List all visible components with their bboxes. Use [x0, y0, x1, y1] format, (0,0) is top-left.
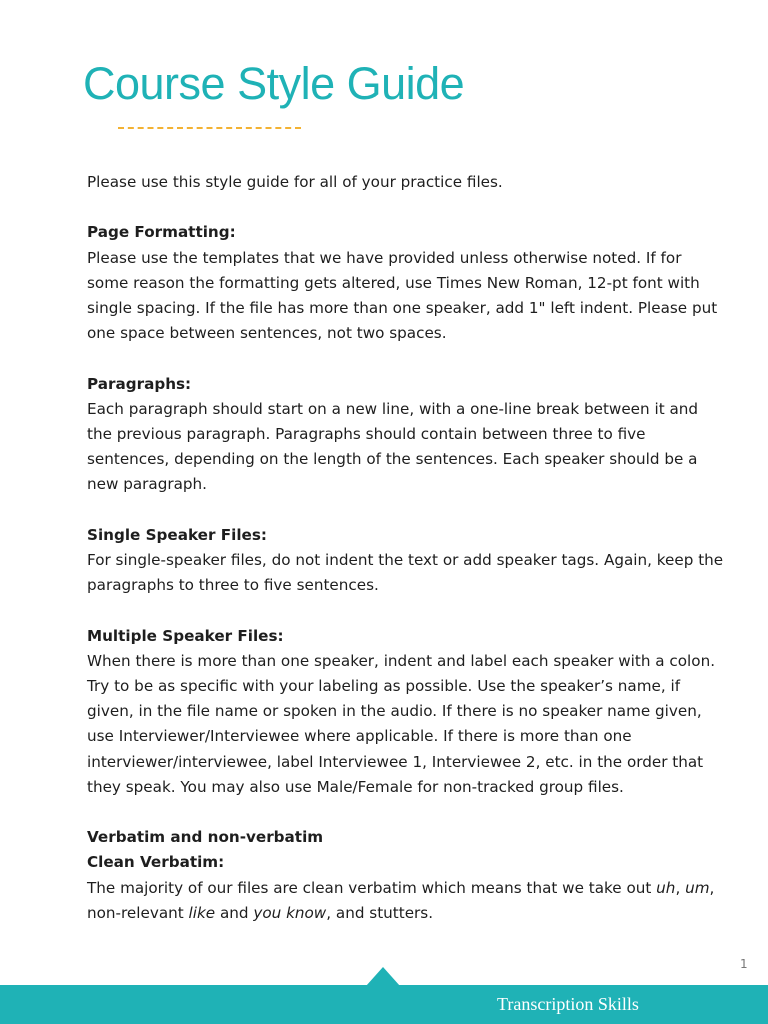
section-heading-multiple-speaker: Multiple Speaker Files:: [87, 626, 284, 645]
italic-run: uh: [656, 878, 676, 897]
text-run: , and stutters.: [326, 903, 434, 922]
footer-bar: [0, 985, 768, 1024]
section-body-page-formatting: Please use the templates that we have provided unless otherwise noted. If for some reason the formatting gets altered, use Times New Roman, 12-pt font with single spacing. If the file has more than one speaker, add 1" left indent. Please put one space between sentences, not two spaces.: [87, 248, 718, 343]
text-run: and: [215, 903, 254, 922]
section-body-clean-verbatim: [87, 876, 727, 926]
italic-run: like: [188, 903, 216, 922]
page-number: 1: [740, 957, 748, 971]
section-body-single-speaker: For single-speaker files, do not indent the text or add speaker tags. Again, keep the paragraphs to three to five sentences.: [87, 551, 724, 595]
text-run: , non-relevant: [87, 878, 715, 922]
section-body-paragraphs: Each paragraph should start on a new line, with a one-line break between it and the previous paragraph. Paragraphs should contain between three to five sentences, depending on the length of the sentences. Each speaker should be a new paragraph.: [87, 399, 699, 494]
title-underline: [118, 127, 301, 129]
section-subheading-clean-verbatim: Clean Verbatim:: [87, 853, 225, 872]
section-heading-paragraphs: Paragraphs:: [87, 374, 192, 393]
document-body: [87, 170, 727, 926]
section-heading-verbatim: Verbatim and non-verbatim: [87, 828, 324, 847]
paragraph-gap: [87, 800, 727, 825]
section-heading-single-speaker: Single Speaker Files:: [87, 525, 267, 544]
paragraph-gap: [87, 195, 727, 220]
intro-text: Please use this style guide for all of your practice files.: [87, 173, 503, 191]
footer-label: Transcription Skills: [497, 994, 639, 1014]
paragraph-gap: [87, 598, 727, 623]
paragraph-gap: [87, 346, 727, 371]
italic-run: you know: [253, 903, 327, 922]
section-heading-page-formatting: Page Formatting:: [87, 223, 236, 242]
italic-run: um: [685, 878, 710, 897]
paragraph-gap: [87, 498, 727, 523]
text-run: ,: [675, 878, 686, 897]
footer-notch: [366, 967, 400, 986]
text-run: The majority of our files are clean verbatim which means that we take out: [87, 878, 657, 897]
page-title: Course Style Guide: [83, 58, 465, 109]
section-body-multiple-speaker: When there is more than one speaker, indent and label each speaker with a colon. Try to be as specific with your labeling as possible. Use the speaker’s name, if given, in the file name or spoken in the audio. If there is no speaker name given, use Interviewer/Interviewee where applicable. If there is more than one interviewer/interviewee, label Interviewee 1, Interviewee 2, etc. in the order that they speak. You may also use Male/Female for non-tracked group files.: [87, 651, 716, 796]
